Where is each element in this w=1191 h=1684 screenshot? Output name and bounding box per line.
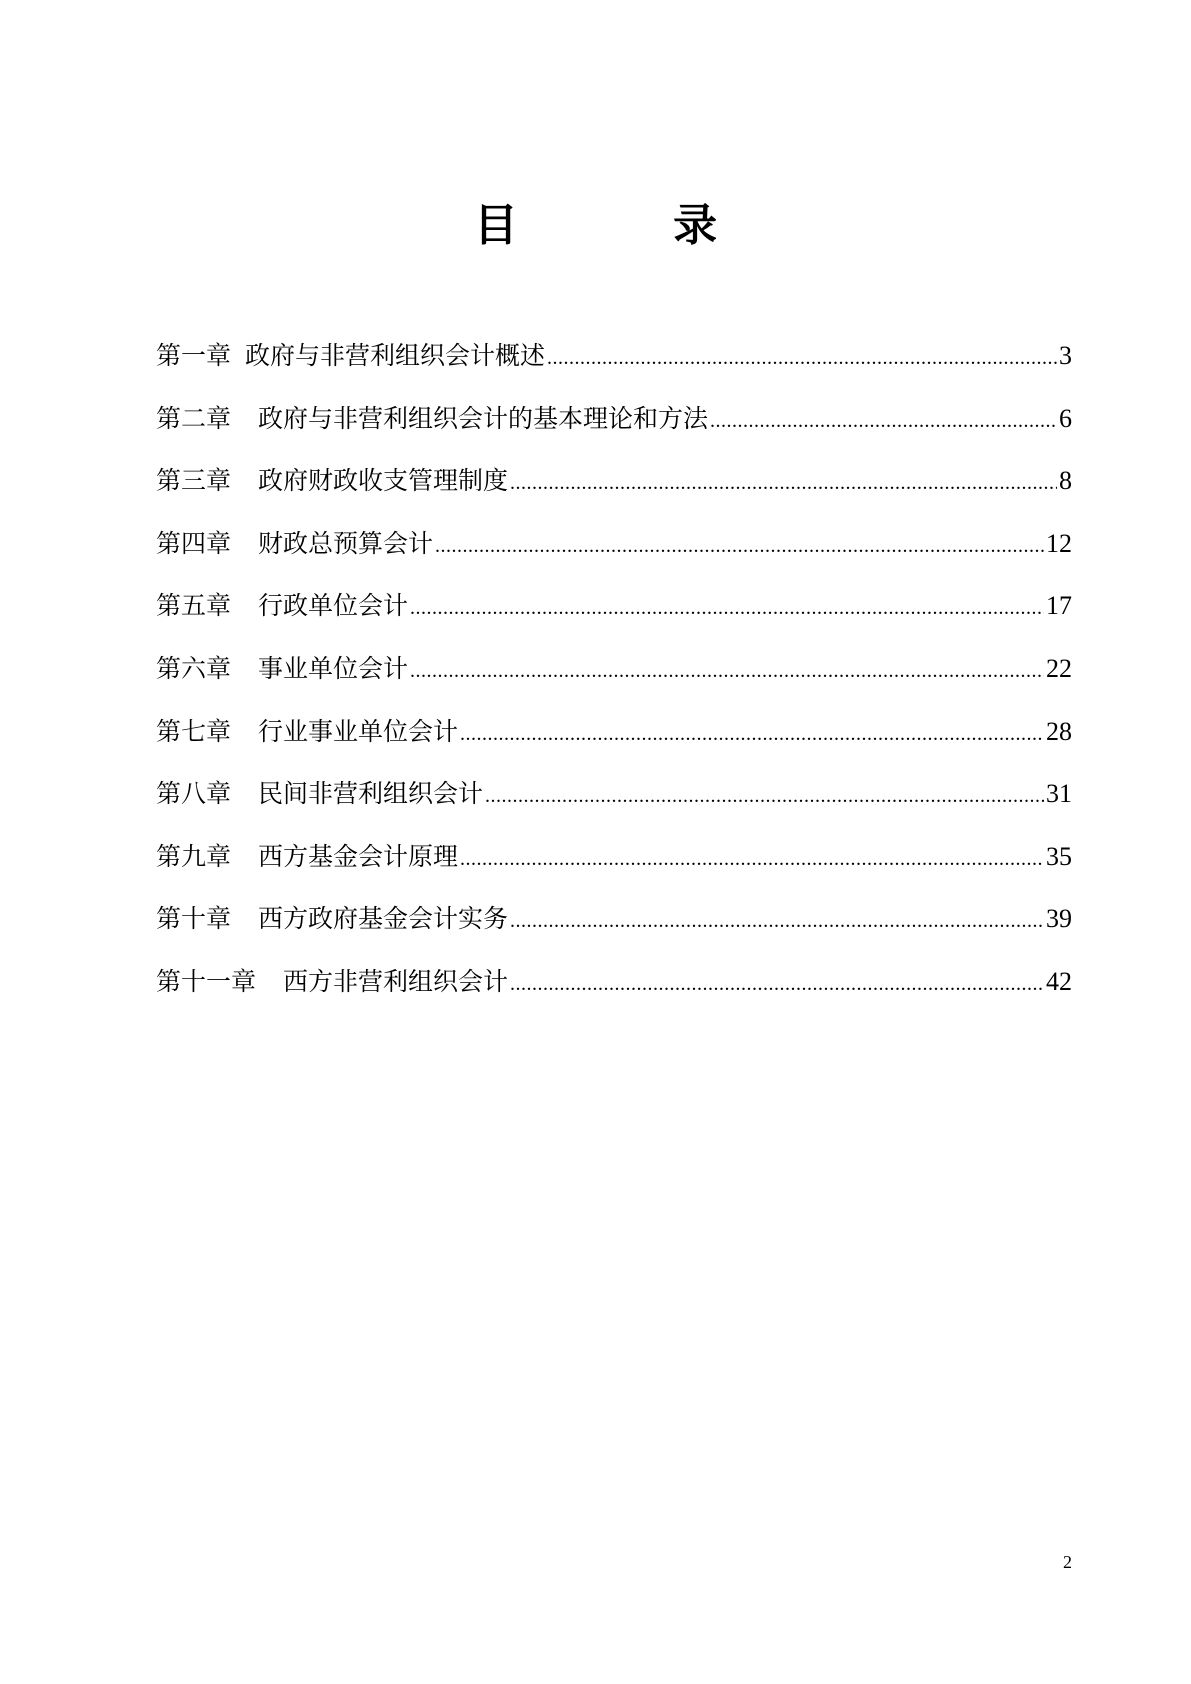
- toc-dot-leader: [460, 714, 1044, 754]
- toc-chapter-number: 第六章: [156, 653, 232, 683]
- toc-entry: [156, 712, 1072, 775]
- toc-chapter-number: 第八章: [156, 779, 232, 809]
- toc-chapter-title: 事业单位会计: [258, 653, 409, 683]
- toc-dot-leader: [710, 401, 1057, 441]
- toc-dot-leader: [410, 651, 1044, 691]
- toc-page-number: 42: [1046, 966, 1072, 996]
- toc-chapter-number: 第三章: [156, 466, 232, 496]
- toc-dot-leader: [547, 338, 1057, 378]
- toc-page-number: 22: [1046, 653, 1072, 683]
- toc-entry: [156, 336, 1072, 399]
- toc-page-number: 3: [1059, 341, 1072, 370]
- toc-page-number: 35: [1046, 841, 1072, 871]
- toc-chapter-title: 行政单位会计: [258, 591, 409, 621]
- toc-dot-leader: [435, 526, 1044, 566]
- toc-chapter-number: 第十一章: [156, 966, 257, 996]
- toc-chapter-number: 第一章: [156, 341, 232, 370]
- toc-entry: [156, 899, 1072, 962]
- toc-page-number: 12: [1046, 528, 1072, 558]
- toc-page-number: 31: [1046, 779, 1072, 809]
- toc-chapter-title: 行业事业单位会计: [258, 716, 459, 746]
- toc-title: 目 录: [473, 200, 788, 251]
- toc-chapter-number: 第四章: [156, 528, 232, 558]
- toc-page-number: 6: [1059, 403, 1072, 433]
- toc-dot-leader: [510, 964, 1044, 1004]
- toc-page-number: 39: [1046, 904, 1072, 934]
- toc-chapter-title: 民间非营利组织会计: [258, 779, 484, 809]
- toc-page-number: 17: [1046, 591, 1072, 621]
- toc-entry: [156, 461, 1072, 524]
- toc-list: [156, 336, 1072, 1025]
- toc-chapter-number: 第五章: [156, 591, 232, 621]
- toc-dot-leader: [460, 839, 1044, 879]
- toc-dot-leader: [410, 588, 1044, 628]
- toc-chapter-number: 第七章: [156, 716, 232, 746]
- toc-entry: [156, 586, 1072, 649]
- toc-entry: [156, 524, 1072, 587]
- toc-page-number: 8: [1059, 466, 1072, 496]
- toc-chapter-title: 政府财政收支管理制度: [258, 466, 509, 496]
- toc-entry: [156, 774, 1072, 837]
- toc-entry: [156, 399, 1072, 462]
- toc-chapter-number: 第九章: [156, 841, 232, 871]
- toc-entry: [156, 837, 1072, 900]
- toc-dot-leader: [510, 463, 1057, 503]
- toc-entry: [156, 649, 1072, 712]
- toc-chapter-title: 政府与非营利组织会计概述: [245, 341, 546, 370]
- toc-entry: [156, 962, 1072, 1025]
- toc-chapter-number: 第十章: [156, 904, 232, 934]
- toc-dot-leader: [510, 901, 1044, 941]
- toc-chapter-title: 西方非营利组织会计: [283, 966, 509, 996]
- toc-chapter-title: 政府与非营利组织会计的基本理论和方法: [258, 403, 709, 433]
- toc-chapter-number: 第二章: [156, 403, 232, 433]
- toc-chapter-title: 西方政府基金会计实务: [258, 904, 509, 934]
- toc-dot-leader: [485, 776, 1044, 816]
- toc-chapter-title: 西方基金会计原理: [258, 841, 459, 871]
- toc-chapter-title: 财政总预算会计: [258, 528, 434, 558]
- page-number: 2: [1063, 1552, 1072, 1572]
- toc-page-number: 28: [1046, 716, 1072, 746]
